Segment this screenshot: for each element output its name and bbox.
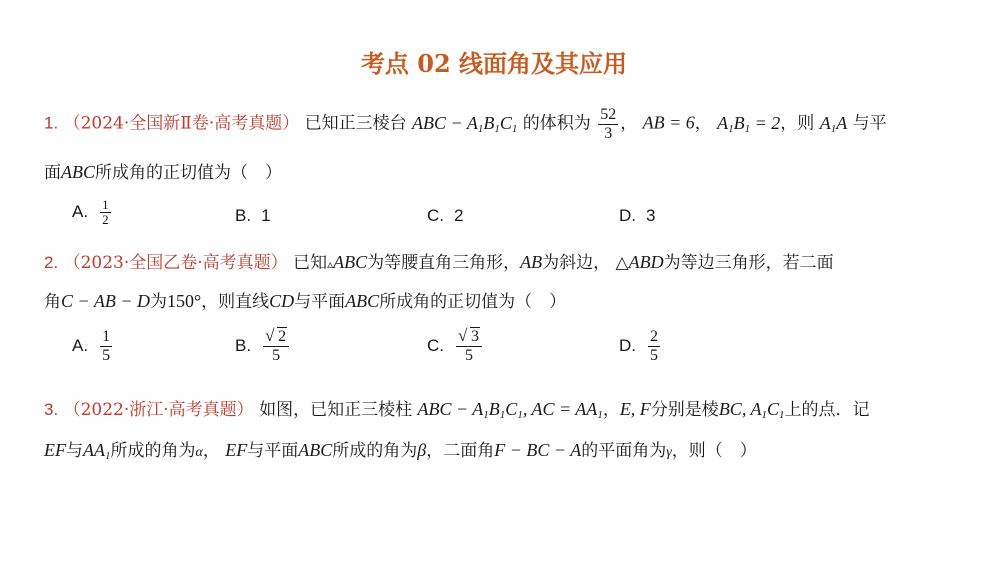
text: 的体积为 [522,113,591,134]
question-number: 3. [44,400,59,419]
option-d[interactable]: D. 3 [619,206,656,225]
question-source: （2023·全国乙卷·高考真题） [63,253,288,273]
option-b[interactable]: B. √ $\frac{2}{5}$ [235,328,291,364]
math-expr: ABC − $A_1B_1C_1$ [412,112,518,135]
math-ab: AB = 6 [642,112,695,133]
question-2-line-2: 角C − AB − D为150°，则直线CD与平面ABC所成角的正切值为（ ） [44,291,567,312]
question-1-line-1: 1. （2024·全国新Ⅱ卷·高考真题） 已知正三棱台 ABC − $A_1B_1C_1$ 的体积为 $\frac{52}{3}$ ， AB = 6， $A_1B_1 = 2$，则 $A_1A$ 与平 [44,106,887,142]
question-number: 2. [44,253,59,272]
option-a[interactable]: A. $\frac{1}{5}$ [72,328,111,364]
option-a[interactable]: A. $\frac{1}{2}$ [72,197,109,228]
question-number: 1. [44,113,59,133]
math-a1b1: $A_1B_1 = 2$ [717,112,781,135]
text: 已知正三棱台 [304,113,407,134]
page-title: 考点 02 线面角及其应用 [360,49,628,78]
option-d[interactable]: D. $\frac{2}{5}$ [619,328,658,364]
volume-fraction: $\frac{52}{3}$ [600,106,617,142]
question-1-line-2: 面ABC所成角的正切值为（ ） [44,162,282,183]
question-2-line-1: 2. （2023·全国乙卷·高考真题） 已知▵ABC为等腰直角三角形，AB为斜边， △ABD为等边三角形，若二面 [44,252,834,273]
option-b[interactable]: B. 1 [235,206,271,225]
math-a1a: $A_1A$ [819,112,848,135]
question-3-line-2: EF与$AA_1$所成的角为α， EF与平面ABC所成的角为β，二面角F − BC − A的平面角为γ，则（ ） [44,440,757,462]
question-source: （2024·全国新Ⅱ卷·高考真题） [63,113,300,134]
question-source: （2022·浙江·高考真题） [63,400,254,420]
question-3-line-1: 3. （2022·浙江·高考真题） 如图，已知正三棱柱 ABC − $A_1B_1C_1$, AC = $AA_1$，E, F分别是棱BC, $A_1C_1$上的点．记 [44,399,870,421]
option-c[interactable]: C. √ $\frac{3}{5}$ [427,328,484,364]
option-c[interactable]: C. 2 [427,206,464,225]
